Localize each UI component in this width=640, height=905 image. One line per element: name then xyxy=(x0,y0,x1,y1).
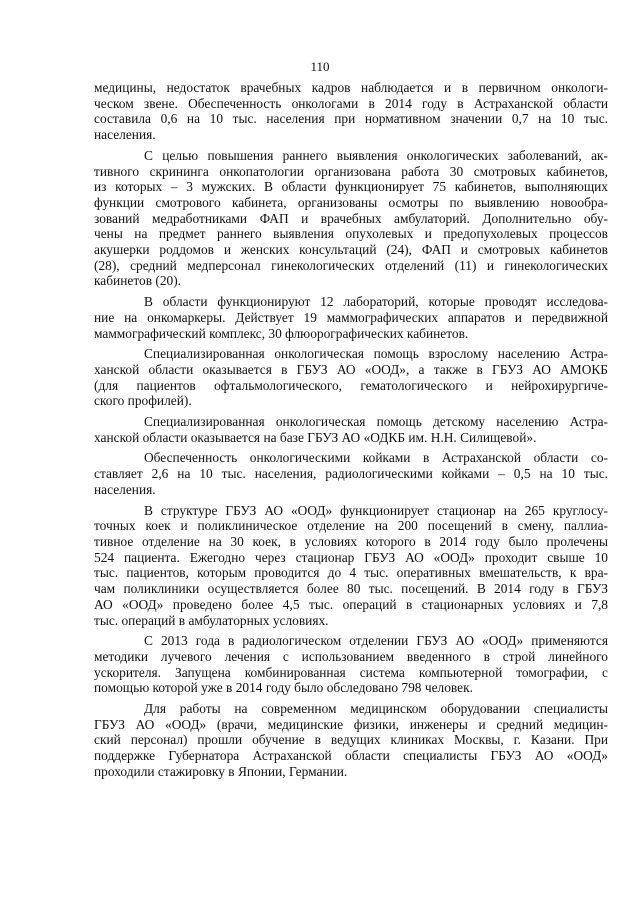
paragraph xyxy=(94,503,608,629)
text-line: поддержке Губернатора Астраханской области специалисты ГБУЗ АО «ООД» xyxy=(94,748,608,764)
text-line: Специализированная онкологическая помощь взрослому населению Астра- xyxy=(144,346,608,362)
paragraph xyxy=(94,701,608,780)
text-line: акушерки роддомов и женских консультаций (24), ФАП и смотровых кабинетов xyxy=(94,242,608,258)
text-line: чам поликлиники осуществляется более 80 тыс. посещений. В 2014 году в ГБУЗ xyxy=(94,581,608,597)
text-line: маммографический комплекс, 30 флюорографических кабинетов. xyxy=(94,325,469,341)
paragraph xyxy=(94,450,608,497)
paragraph xyxy=(94,148,608,289)
text-line: ставляет 2,6 на 10 тыс. населения, радиологическими койками – 0,5 на 10 тыс. xyxy=(94,466,608,482)
text-line: С целью повышения раннего выявления онкологических заболеваний, ак- xyxy=(144,147,608,163)
text-line: тыс. операций в амбулаторных условиях. xyxy=(94,612,329,628)
text-line: ханской области оказывается на базе ГБУЗ АО «ОДКБ им. Н.Н. Силищевой». xyxy=(94,429,537,445)
text-line: В структуре ГБУЗ АО «ООД» функционирует стационар на 265 круглосу- xyxy=(144,502,608,518)
text-line: ческом звене. Обеспеченность онкологами в 2014 году в Астраханской области xyxy=(94,95,608,111)
text-line: помощью которой уже в 2014 году было обследовано 798 человек. xyxy=(94,680,473,696)
text-line: Для работы на современном медицинском оборудовании специалисты xyxy=(144,701,608,717)
text-line: Обеспеченность онкологическими койками в Астраханской области со- xyxy=(144,450,608,466)
text-line: чены на предмет раннего выявления опухолевых и предопухолевых процессов xyxy=(94,226,608,242)
text-line: населения. xyxy=(94,127,156,143)
text-line: кабинетов (20). xyxy=(94,273,182,289)
text-line: медицины, недостаток врачебных кадров наблюдается и в первичном онкологи- xyxy=(94,80,608,95)
text-line: (для пациентов офтальмологического, гематологического и нейрохирургиче- xyxy=(94,377,608,393)
text-line: проходили стажировку в Японии, Германии. xyxy=(94,763,348,779)
text-line: В области функционируют 12 лабораторий, которые проводят исследова- xyxy=(144,294,608,310)
paragraph xyxy=(94,414,608,445)
text-line: зований медработниками ФАП и врачебных амбулаторий. Дополнительно обу- xyxy=(94,210,608,226)
text-line: ние на онкомаркеры. Действует 19 маммографических аппаратов и передвижной xyxy=(94,309,608,325)
text-line: составила 0,6 на 10 тыс. населения при нормативном значении 0,7 на 10 тыс. xyxy=(94,111,608,127)
text-line: методики лучевого лечения с использованием введенного в строй линейного xyxy=(94,648,608,664)
text-line: тыс. пациентов, которым проводится до 4 тыс. оперативных вмешательств, к вра- xyxy=(94,565,608,581)
text-line: ханской области оказывается в ГБУЗ АО «ООД», а также в ГБУЗ АО АМОКБ xyxy=(94,361,608,377)
text-line: ский персонал) прошли обучение в ведущих клиниках Москвы, г. Казани. При xyxy=(94,732,608,748)
text-line: ского профилей). xyxy=(94,393,192,409)
paragraph xyxy=(94,633,608,696)
paragraph xyxy=(94,80,608,143)
document-body xyxy=(94,80,608,780)
text-line: населения. xyxy=(94,481,156,497)
text-line: С 2013 года в радиологическом отделении ГБУЗ АО «ООД» применяются xyxy=(144,633,608,649)
text-line: 524 пациента. Ежегодно через стационар ГБУЗ АО «ООД» проходит свыше 10 xyxy=(94,549,608,565)
page-number: 110 xyxy=(310,59,330,74)
text-line: функции смотрового кабинета, организованы осмотры по выявлению новообра- xyxy=(94,194,608,210)
text-line: Специализированная онкологическая помощь детскому населению Астра- xyxy=(144,414,608,430)
text-line: из которых – 3 мужских. В области функционирует 75 кабинетов, выполняющих xyxy=(94,179,608,195)
text-line: ускорителя. Запущена комбинированная система компьютерной томографии, с xyxy=(94,664,608,680)
text-line: ГБУЗ АО «ООД» (врачи, медицинские физики, инженеры и средний медицин- xyxy=(94,716,608,732)
text-line: тивного скрининга онкопатологии организована работа 30 смотровых кабинетов, xyxy=(94,163,608,179)
text-line: тивное отделение на 30 коек, в условиях которого в 2014 году было пролечены xyxy=(94,533,608,549)
text-line: точных коек и поликлиническое отделение на 200 посещений в смену, паллиа- xyxy=(94,518,608,534)
text-line: АО «ООД» проведено более 4,5 тыс. операций в стационарных условиях и 7,8 xyxy=(94,596,608,612)
paragraph xyxy=(94,294,608,341)
text-line: (28), средний медперсонал гинекологических отделений (11) и гинекологических xyxy=(94,257,608,273)
paragraph xyxy=(94,346,608,409)
